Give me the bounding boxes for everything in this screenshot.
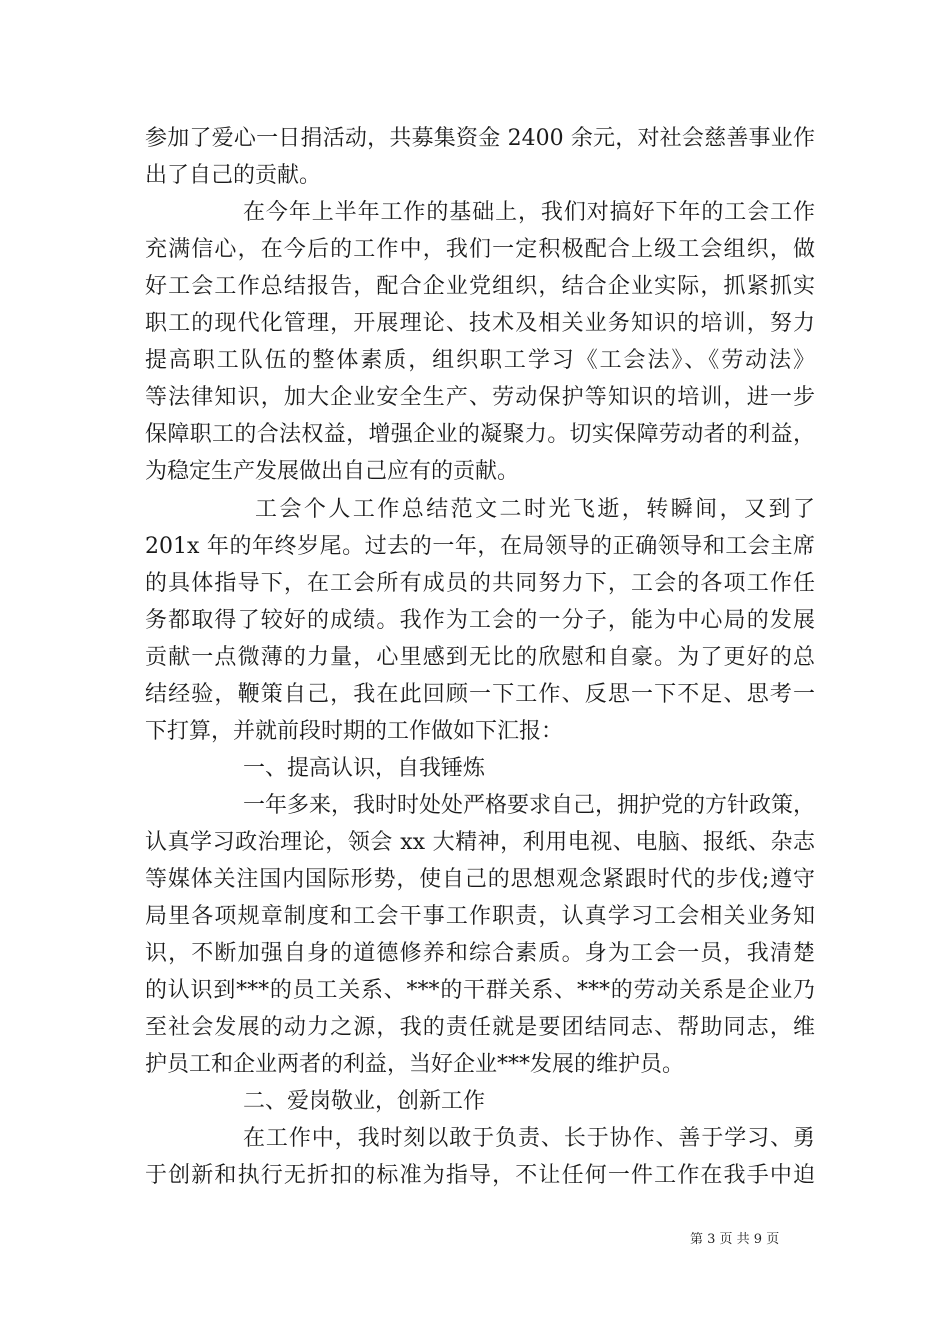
text-line: 保障职工的合法权益，增强企业的凝聚力。切实保障劳动者的利益， xyxy=(145,422,815,447)
text-line: 为稳定生产发展做出自己应有的贡献。 xyxy=(145,459,520,484)
text-line: 在工作中，我时刻以敢于负责、长于协作、善于学习、勇 xyxy=(243,1126,815,1151)
text-line: 的认识到***的员工关系、***的干群关系、***的劳动关系是企业乃 xyxy=(145,978,815,1003)
text-line: 好工会工作总结报告，配合企业党组织，结合企业实际，抓紧抓实 xyxy=(145,274,815,299)
text-line: 结经验，鞭策自己，我在此回顾一下工作、反思一下不足、思考一 xyxy=(145,682,815,707)
text-line: 职工的现代化管理，开展理论、技术及相关业务知识的培训，努力 xyxy=(145,311,815,336)
section-heading: 二、爱岗敬业，创新工作 xyxy=(243,1089,486,1114)
section-heading: 一、提高认识，自我锤炼 xyxy=(243,756,486,781)
text-line: 充满信心，在今后的工作中，我们一定积极配合上级工会组织，做 xyxy=(145,237,815,262)
text-line: 局里各项规章制度和工会干事工作职责，认真学习工会相关业务知 xyxy=(145,904,815,929)
text-line: 一年多来，我时时处处严格要求自己，拥护党的方针政策， xyxy=(243,793,816,818)
text-line: 出了自己的贡献。 xyxy=(145,163,322,188)
text-line: 等法律知识，加大企业安全生产、劳动保护等知识的培训，进一步 xyxy=(145,385,815,410)
text-line: 识，不断加强自身的道德修养和综合素质。身为工会一员，我清楚 xyxy=(145,941,815,966)
text-line: 等媒体关注国内国际形势，使自己的思想观念紧跟时代的步伐;遵守 xyxy=(145,867,815,892)
text-line: 201x 年的年终岁尾。过去的一年，在局领导的正确领导和工会主席 xyxy=(145,534,815,559)
text-line: 务都取得了较好的成绩。我作为工会的一分子，能为中心局的发展 xyxy=(145,608,815,633)
text-line: 认真学习政治理论，领会 xx 大精神，利用电视、电脑、报纸、杂志 xyxy=(145,830,815,855)
text-line: 至社会发展的动力之源，我的责任就是要团结同志、帮助同志，维 xyxy=(145,1015,815,1040)
text-line: 提高职工队伍的整体素质，组织职工学习《工会法》、《劳动法》 xyxy=(145,348,815,373)
text-line: 于创新和执行无折扣的标准为指导，不让任何一件工作在我手中迫 xyxy=(145,1163,815,1188)
text-line: 工会个人工作总结范文二时光飞逝，转瞬间，又到了 xyxy=(255,497,815,522)
text-line: 下打算，并就前段时期的工作做如下汇报： xyxy=(145,719,564,744)
text-line: 的具体指导下，在工会所有成员的共同努力下，工会的各项工作任 xyxy=(145,571,815,596)
text-line: 参加了爱心一日捐活动，共募集资金 2400 余元，对社会慈善事业作 xyxy=(145,126,815,151)
page-number-footer: 第 3 页 共 9 页 xyxy=(690,1232,780,1247)
text-line: 贡献一点微薄的力量，心里感到无比的欣慰和自豪。为了更好的总 xyxy=(145,645,815,670)
text-line: 护员工和企业两者的利益，当好企业***发展的维护员。 xyxy=(145,1052,685,1077)
text-line: 在今年上半年工作的基础上，我们对搞好下年的工会工作 xyxy=(243,200,815,225)
